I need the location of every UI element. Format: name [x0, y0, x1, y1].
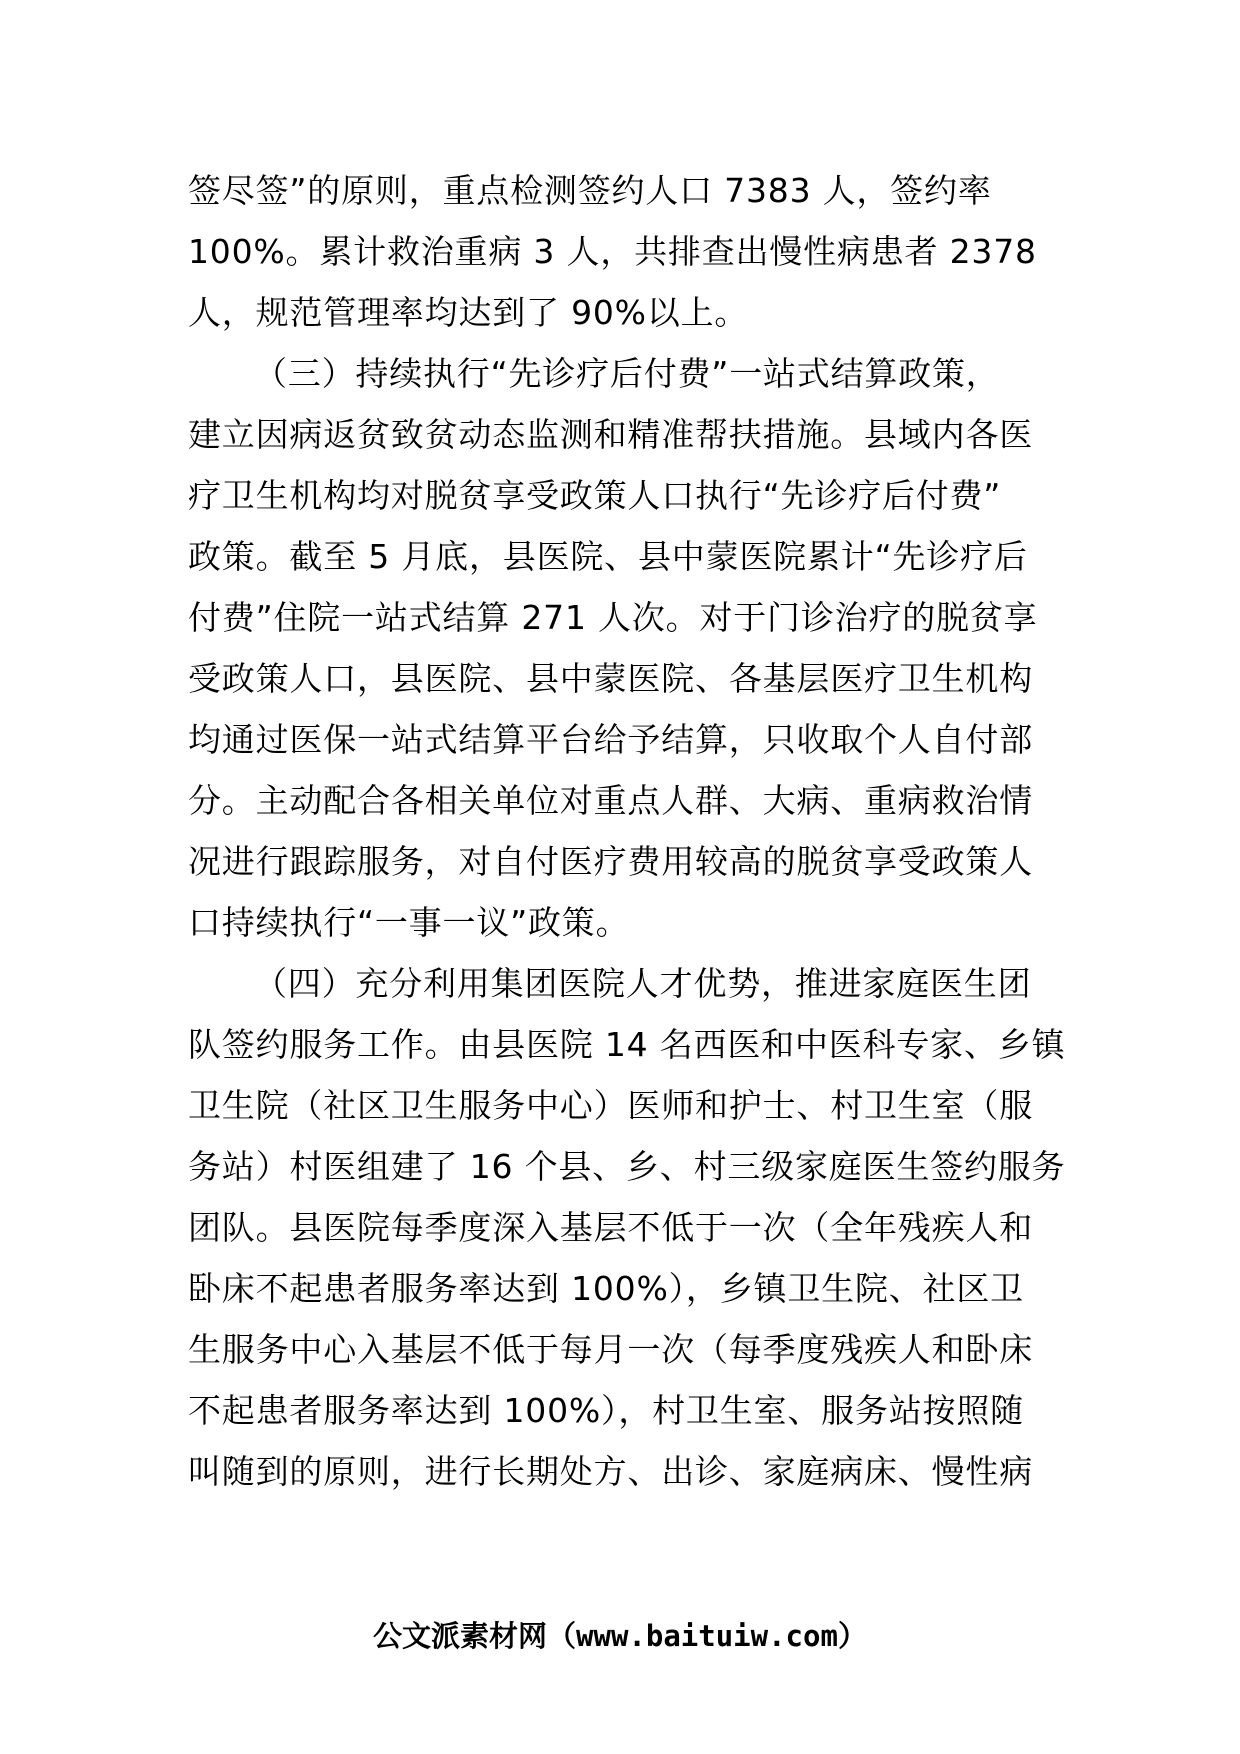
text-line: 受政策人口，县医院、县中蒙医院、各基层医疗卫生机构	[188, 659, 1033, 698]
text-line: 口持续执行“一事一议”政策。	[188, 903, 630, 942]
text-line: 队签约服务工作。由县医院 14 名西医和中医科专家、乡镇	[188, 1025, 1066, 1064]
text-line: 团队。县医院每季度深入基层不低于一次（全年残疾人和	[188, 1208, 1033, 1247]
text-line: 况进行跟踪服务，对自付医疗费用较高的脱贫享受政策人	[188, 842, 1033, 881]
text-line: 政策。截至 5 月底，县医院、县中蒙医院累计“先诊疗后	[188, 537, 1028, 576]
text-line: 疗卫生机构均对脱贫享受政策人口执行“先诊疗后付费”	[188, 476, 1002, 515]
text-line: 均通过医保一站式结算平台给予结算，只收取个人自付部	[188, 720, 1033, 759]
text-line: 叫随到的原则，进行长期处方、出诊、家庭病床、慢性病	[188, 1452, 1033, 1491]
section-heading-3: （三）持续执行“先诊疗后付费”一站式结算政策，	[254, 354, 1000, 393]
text-line: 人，规范管理率均达到了 90%以上。	[188, 293, 749, 332]
text-line: 100%。累计救治重病 3 人，共排查出慢性病患者 2378	[188, 232, 1037, 271]
text-line: 卫生院（社区卫生服务中心）医师和护士、村卫生室（服	[188, 1086, 1033, 1125]
text-line: 卧床不起患者服务率达到 100%），乡镇卫生院、社区卫	[188, 1269, 1024, 1308]
text-line: 付费”住院一站式结算 271 人次。对于门诊治疗的脱贫享	[188, 598, 1038, 637]
text-line: 务站）村医组建了 16 个县、乡、村三级家庭医生签约服务	[188, 1147, 1066, 1186]
text-line: 生服务中心入基层不低于每月一次（每季度残疾人和卧床	[188, 1330, 1033, 1369]
text-line: 签尽签”的原则，重点检测签约人口 7383 人，签约率	[188, 171, 992, 210]
text-line: 分。主动配合各相关单位对重点人群、大病、重病救治情	[188, 781, 1033, 820]
section-heading-4: （四）充分利用集团医院人才优势，推进家庭医生团	[254, 964, 1032, 1003]
footer-watermark	[0, 1616, 1240, 1656]
text-line: 建立因病返贫致贫动态监测和精准帮扶措施。县域内各医	[188, 415, 1033, 454]
text-line: 不起患者服务率达到 100%），村卫生室、服务站按照随	[188, 1391, 1024, 1430]
footer-site-url: （www.baituiw.com）	[547, 1619, 867, 1653]
footer-site-name: 公文派素材网	[373, 1619, 548, 1653]
